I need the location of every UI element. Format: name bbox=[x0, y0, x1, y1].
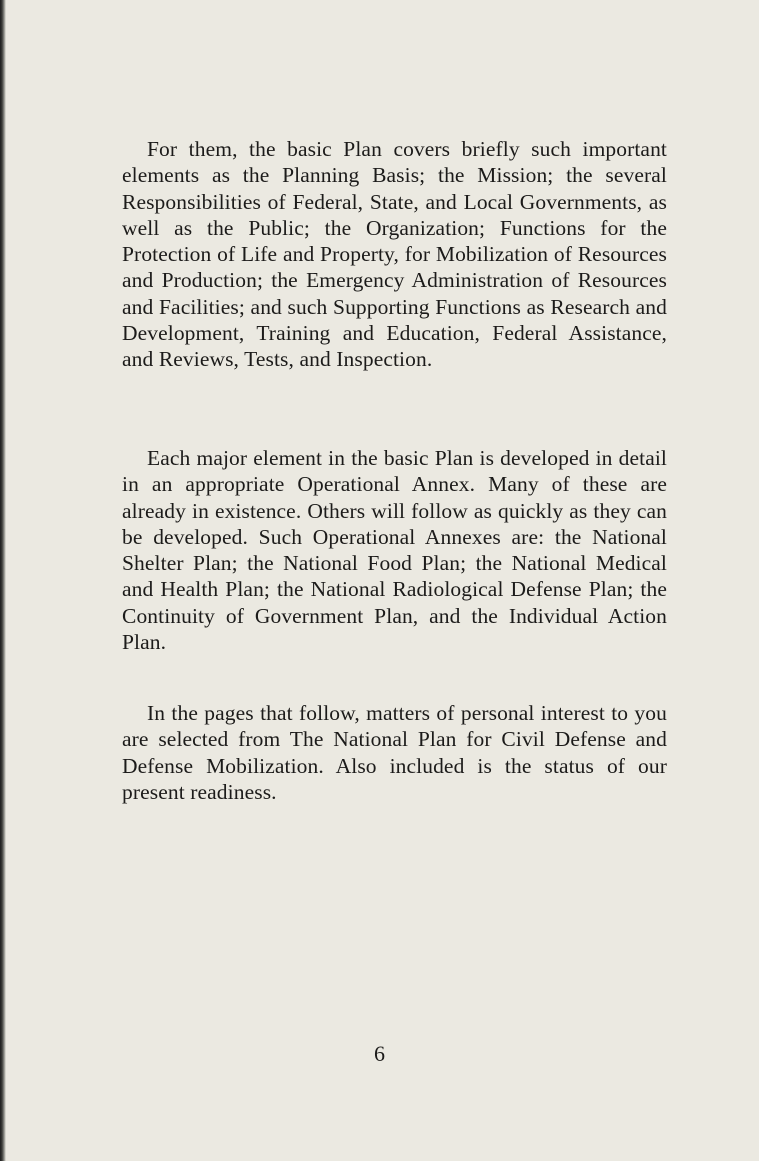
paragraph-operational-annexes: Each major element in the basic Plan is developed in detail in an appropriate Operational Annex. Many of these are already in existence. Others will follow as quickly as they can be developed. Such Operational Annexes are: the National Shelter Plan; the National Food Plan; the National Medical and Health Plan; the National Radiological Defense Plan; the Continuity of Government Plan, and the Individual Action Plan. bbox=[122, 446, 667, 655]
page-binding-edge bbox=[0, 0, 6, 1161]
page-number: 6 bbox=[374, 1041, 385, 1066]
paragraph-pages-that-follow: In the pages that follow, matters of personal interest to you are selected from The National Plan for Civil Defense and Defense Mobilization. Also included is the status of our present readiness. bbox=[122, 701, 667, 804]
paragraph-plan-elements: For them, the basic Plan covers briefly such important elements as the Planning Basis; the Mission; the several Responsibilities of Federal, State, and Local Governments, as well as the Public; the Organization; Functions for the Protection of Life and Property, for Mobilization of Resources and Production; the Emergency Administration of Resources and Facilities; and such Supporting Functions as Research and Development, Training and Education, Federal Assistance, and Reviews, Tests, and Inspection. bbox=[122, 137, 667, 372]
